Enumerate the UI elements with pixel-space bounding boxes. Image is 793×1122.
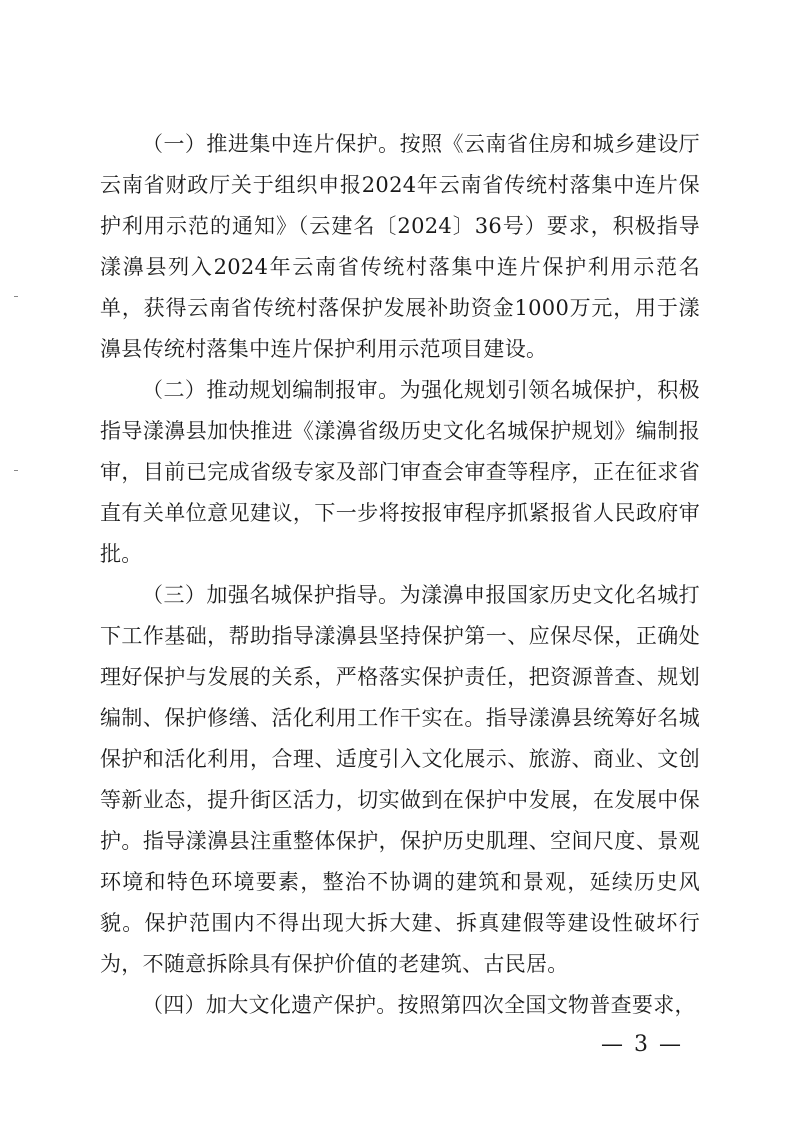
paragraph-4: （四）加大文化遗产保护。按照第四次全国文物普查要求， (142, 993, 696, 1017)
paragraph-3: （三）加强名城保护指导。为漾濞申报国家历史文化名城打下工作基础，帮助指导漾濞县坚持保护第一、应保尽保，正确处理好保护与发展的关系，严格落实保护责任，把资源普查、规划编制、保护修缮、活化利用工作干实在。指导漾濞县统筹好名城保护和活化利用，合理、适度引入文化展示、旅游、商业、文创等新业态，提升街区活力，切实做到在保护中发展，在发展中保护。指导漾濞县注重整体保护，保护历史肌理、空间尺度、景观环境和特色环境要素，整治不协调的建筑和景观，延续历史风貌。保护范围内不得出现大拆大建、拆真建假等建设性破坏行为，不随意拆除具有保护价值的老建筑、古民居。 (100, 583, 700, 976)
page-number: — 3 — (601, 1032, 683, 1057)
body-text (100, 124, 700, 1026)
margin-mark (14, 296, 18, 297)
paragraph-2: （二）推动规划编制报审。为强化规划引领名城保护，积极指导漾濞县加快推进《漾濞省级历史文化名城保护规划》编制报审，目前已完成省级专家及部门审查会审查等程序，正在征求省直有关单位意见建议，下一步将按报审程序抓紧报省人民政府审批。 (100, 378, 700, 566)
margin-mark (14, 470, 18, 471)
paragraph-1: （一）推进集中连片保护。按照《云南省住房和城乡建设厅云南省财政厅关于组织申报2024年云南省传统村落集中连片保护利用示范的通知》（云建名〔2024〕36号）要求，积极指导漾濞县列入2024年云南省传统村落集中连片保护利用示范名单，获得云南省传统村落保护发展补助资金1000万元，用于漾濞县传统村落集中连片保护利用示范项目建设。 (100, 132, 700, 361)
